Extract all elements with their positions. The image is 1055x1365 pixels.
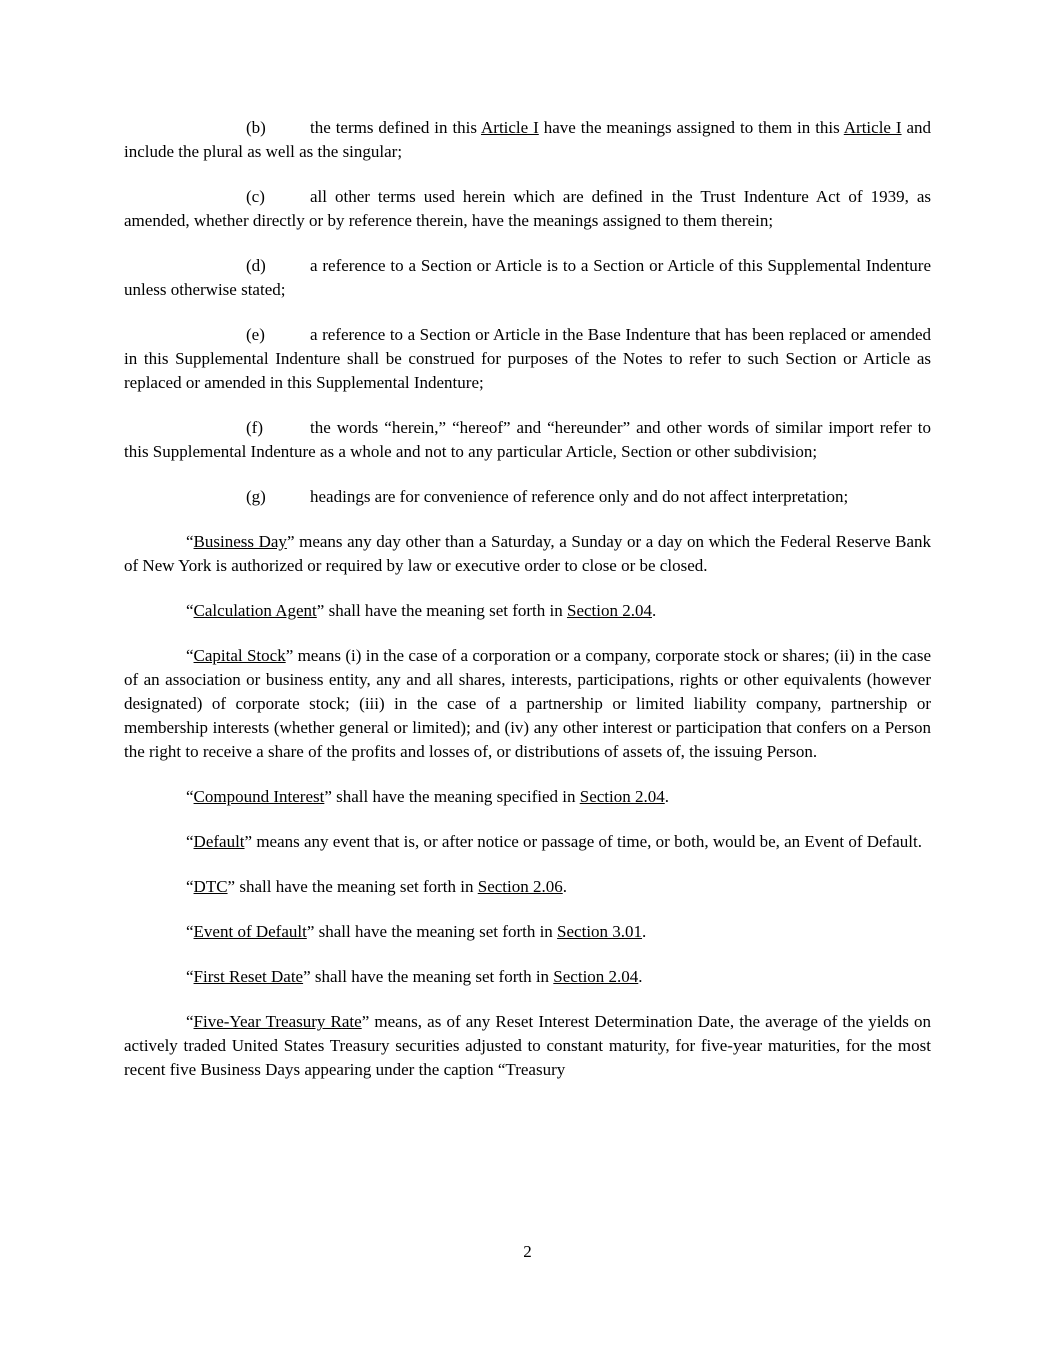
underlined-term: Business Day [193,532,287,551]
paragraph-b [124,116,931,164]
definition-five-year-treasury-rate [124,1010,931,1082]
text-run: ” shall have the meaning set forth in [316,601,567,620]
text-run: “ [186,601,194,620]
underlined-term: Event of Default [193,922,307,941]
definition-compound-interest [124,785,931,809]
paragraph-f [124,416,931,464]
page-number: 2 [523,1242,532,1261]
text-run: ” means any day other than a Saturday, a Sunday or a day on which the Federal Reserve Bank of New York is authorized or required by law or executive order to close or be closed. [124,532,931,575]
text-run: ” shall have the meaning set forth in [303,967,554,986]
text-run: . [642,922,647,941]
definition-dtc [124,875,931,899]
underlined-term: Section 2.06 [477,877,563,896]
list-item-label: (c) [246,187,265,206]
text-run: “ [186,1012,194,1031]
text-run: . [651,601,657,620]
text-run: ” shall have the meaning specified in [324,787,580,806]
underlined-term: Five-Year Treasury Rate [193,1012,362,1031]
definition-default [124,830,931,854]
underlined-term: Section 2.04 [566,601,652,620]
text-run: a reference to a Section or Article is to a Section or Article of this Supplemental Indenture unless otherwise stated; [124,256,931,299]
underlined-term: Section 2.04 [579,787,665,806]
underlined-term: Calculation Agent [193,601,317,620]
paragraph-e [124,323,931,395]
text-run: ” means, as of any Reset Interest Determination Date, the average of the yields on actively traded United States Treasury securities adjusted to constant maturity, for five-year maturities, for the most recent five Business Days appearing under the caption “Treasury [124,1012,932,1079]
paragraph-d [124,254,931,302]
text-run: “ [186,967,194,986]
text-run: ” means any event that is, or after notice or passage of time, or both, would be, an Event of Default. [244,832,922,851]
text-run: a reference to a Section or Article in the Base Indenture that has been replaced or amended in this Supplemental Indenture shall be construed for purposes of the Notes to refer to such Section or Article as replaced or amended in this Supplemental Indenture; [124,325,931,392]
paragraph-g [124,485,931,509]
text-run: . [664,787,669,806]
underlined-term: Article I [481,118,539,137]
underlined-term: Article I [843,118,902,137]
underlined-term: DTC [193,877,228,896]
text-run: headings are for convenience of reference only and do not affect interpretation; [310,487,849,506]
list-item-label: (f) [246,418,263,437]
text-run: and include the plural as well as the singular; [124,118,932,161]
text-run: . [638,967,643,986]
text-run: “ [186,922,194,941]
underlined-term: Compound Interest [193,787,325,806]
text-run: ” shall have the meaning set forth in [227,877,478,896]
text-run: the words “herein,” “hereof” and “hereunder” and other words of similar import refer to this Supplemental Indenture as a whole and not to any particular Article, Section or other subdivision; [124,418,931,461]
underlined-term: Section 3.01 [557,922,643,941]
underlined-term: Section 2.04 [553,967,639,986]
text-run: “ [186,787,194,806]
list-item-label: (b) [246,118,266,137]
text-run: “ [186,532,194,551]
list-item-label: (g) [246,487,266,506]
underlined-term: Capital Stock [193,646,286,665]
text-run: all other terms used herein which are defined in the Trust Indenture Act of 1939, as amended, whether directly or by reference therein, have the meanings assigned to them therein; [124,187,931,230]
definition-calculation-agent [124,599,931,623]
text-run: “ [186,877,194,896]
definition-capital-stock [124,644,931,764]
underlined-term: Default [193,832,245,851]
text-run: the terms defined in this [310,118,481,137]
list-item-label: (e) [246,325,265,344]
text-run: ” shall have the meaning set forth in [306,922,558,941]
text-run: . [562,877,567,896]
text-run: “ [186,832,194,851]
definition-business-day [124,530,931,578]
text-run: have the meanings assigned to them in this [538,118,844,137]
text-run: “ [186,646,194,665]
underlined-term: First Reset Date [193,967,304,986]
text-run: ” means (i) in the case of a corporation or a company, corporate stock or shares; (ii) in the case of an association or business entity, any and all shares, interests, participations, rights or other equivalents (however designated) of corporate stock; (iii) in the case of a partnership or limited liability company, partnership or membership interests (whether general or limited); and (iv) any other interest or participation that confers on a Person the right to receive a share of the profits and losses of, or distributions of assets of, the issuing Person. [124,646,931,761]
paragraph-c [124,185,931,233]
definition-first-reset-date [124,965,931,989]
list-item-label: (d) [246,256,266,275]
definition-event-of-default [124,920,931,944]
